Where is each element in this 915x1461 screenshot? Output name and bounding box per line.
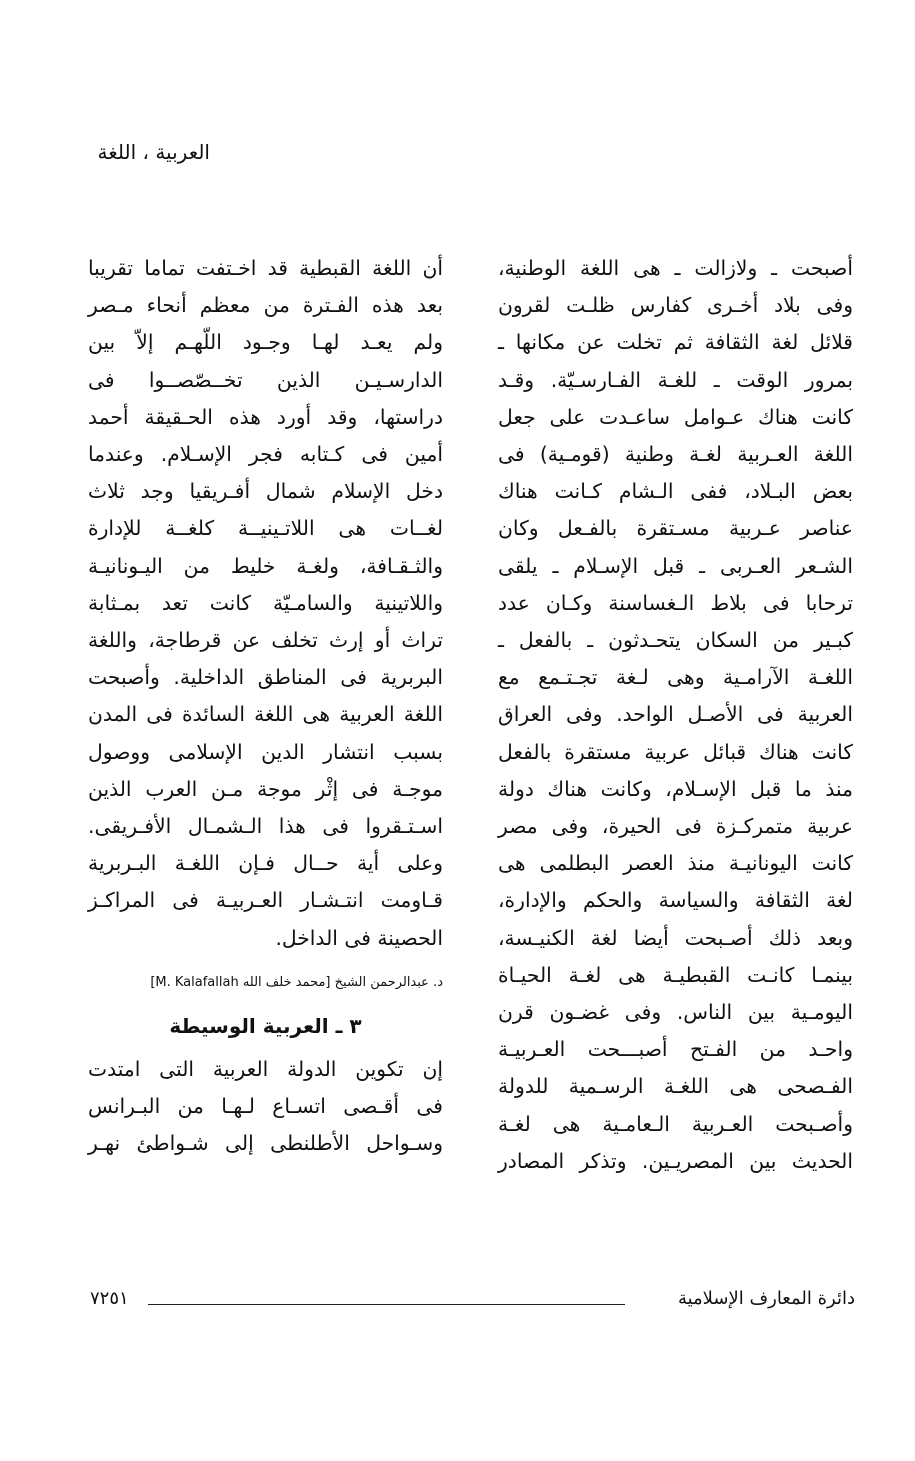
text-line: الحصينة فى الداخل. [275,925,443,950]
text-line: وبعد ذلك أصـبحت أيضا لغة الكنيـسة، [498,925,853,950]
text-line: اليومـية بين الناس. وفى غضـون قرن [498,1000,853,1025]
text-line: والثـقـافة، ولغـة خليط من اليـونانيـة [88,553,443,578]
text-line: بينمـا كانـت القبطيـة هى لغـة الحيـاة [498,962,853,987]
text-line: فى أقـصى اتسـاع لـهـا من البـرانس [88,1094,443,1119]
section-body [88,1051,443,1163]
text-line: إن تكوين الدولة العربية التى امتدت [88,1056,443,1081]
text-line: عناصر عـربية مسـتقرة بالفـعل وكان [498,516,853,541]
text-line: واللاتينية والسامـيّة كانت تعد بمـثابة [88,590,443,615]
page-number: ٧٢٥١ [90,1288,129,1309]
footer-rule [148,1304,625,1305]
text-line: أصبحت ـ ولازالت ـ هى اللغة الوطنية، [498,256,853,280]
text-line: كانت اليونانيـة منذ العصر البطلمى هى [498,851,853,876]
text-line: قلائل لغة الثقافة ثم تخلت عن مكانها ـ [498,330,853,355]
left-column [88,250,443,1162]
text-line: العربية فى الأصـل الواحد. وفى العراق [498,702,853,727]
text-line: اسـتـقروا فى هذا الـشمـال الأفـريقى. [88,814,443,839]
left-column-body [88,250,443,957]
page-footer [90,1288,855,1318]
text-line: وعلى أية حــال فـإن اللغـة البـربرية [88,851,443,876]
text-line: بمرور الوقت ـ للغـة الفـارسـيّة. وقـد [498,367,853,392]
text-line: الفـصحى هى اللغـة الرسـمية للدولة [498,1074,853,1099]
text-line: منذ ما قبل الإسـلام، وكانت هناك دولة [498,776,853,801]
text-line: كانت هناك قبائل عربية مستقرة بالفعل [498,739,853,764]
text-line: وأصـبحت العـربية الـعامـية هى لغـة [498,1111,853,1136]
running-header: العربية ، اللغة [97,140,210,164]
section-heading: ٣ ـ العربية الوسيطة [169,1013,362,1038]
author-citation: د. عبدالرحمن الشيخ [محمد خلف الله M. Kalafallah] [150,974,443,990]
right-column [498,250,853,1180]
text-line: أن اللغة القبطية قد اخـتفت تماما تقريبا [88,256,443,280]
text-line: بعد هذه الفـترة من معظم أنحاء مـصر [88,293,443,318]
text-line: ترحابا فى بلاط الـغساسنة وكـان عدد [498,590,853,615]
text-line: بسبب انتشار الدين الإسلامى ووصول [88,739,443,764]
text-line: ولم يعـد لهـا وجـود اللّهـم إلاّ بين [88,330,443,355]
text-line: أمين فى كـتابه فجر الإسـلام. وعندما [88,442,443,467]
text-line: اللغة العربية هى اللغة السائدة فى المدن [88,702,443,727]
text-line: قـاومت انتـشـار العـربيـة فى المراكـز [88,888,443,913]
text-line: موجـة فى إثْر موجة مـن العرب الذين [88,776,443,801]
text-line: البربرية فى المناطق الداخلية. وأصبحت [88,665,443,690]
text-line: اللغة العـربية لغـة وطنية (قومـية) فى [498,442,853,467]
text-line: كبـير من السكان يتحـدثون ـ بالفعل ـ [498,628,853,653]
text-line: واحـد من الفـتح أصبـــحت العـربيـة [498,1037,853,1062]
text-line: الشـعر العـربى ـ قبل الإسـلام ـ يلقى [498,553,853,578]
text-line: عربية متمركـزة فى الحيرة، وفى مصر [498,814,853,839]
journal-name: دائرة المعارف الإسلامية [677,1288,855,1309]
text-line: الدارسـيـن الذين تخــصّصــوا فى [88,367,443,392]
text-line: تراث أو إرث تخلف عن قرطاجة، واللغة [88,628,443,653]
text-line: دخل الإسلام شمال أفـريقيا وجد ثلاث [88,479,443,504]
text-line: بعض البـلاد، ففى الـشام كـانت هناك [498,479,853,504]
text-line: دراستها، وقد أورد هذه الحـقيقة أحمد [88,404,443,429]
text-line: اللغـة الآرامـية وهى لـغة تجـتـمع مع [498,665,853,690]
text-line: كانت هناك عـوامل ساعـدت على جعل [498,404,853,429]
text-line: الحديث بين المصريـين. وتذكر المصادر [498,1148,853,1173]
text-line: لغــات هى اللاتـينيــة كلغــة للإدارة [88,516,443,541]
text-line: وفى بلاد أخـرى كفارس ظلـت لقرون [498,293,853,318]
text-line: لغة الثقافة والسياسة والحكم والإدارة، [498,888,853,913]
text-line: وسـواحل الأطلنطى إلى شـواطئ نهـر [88,1131,443,1156]
